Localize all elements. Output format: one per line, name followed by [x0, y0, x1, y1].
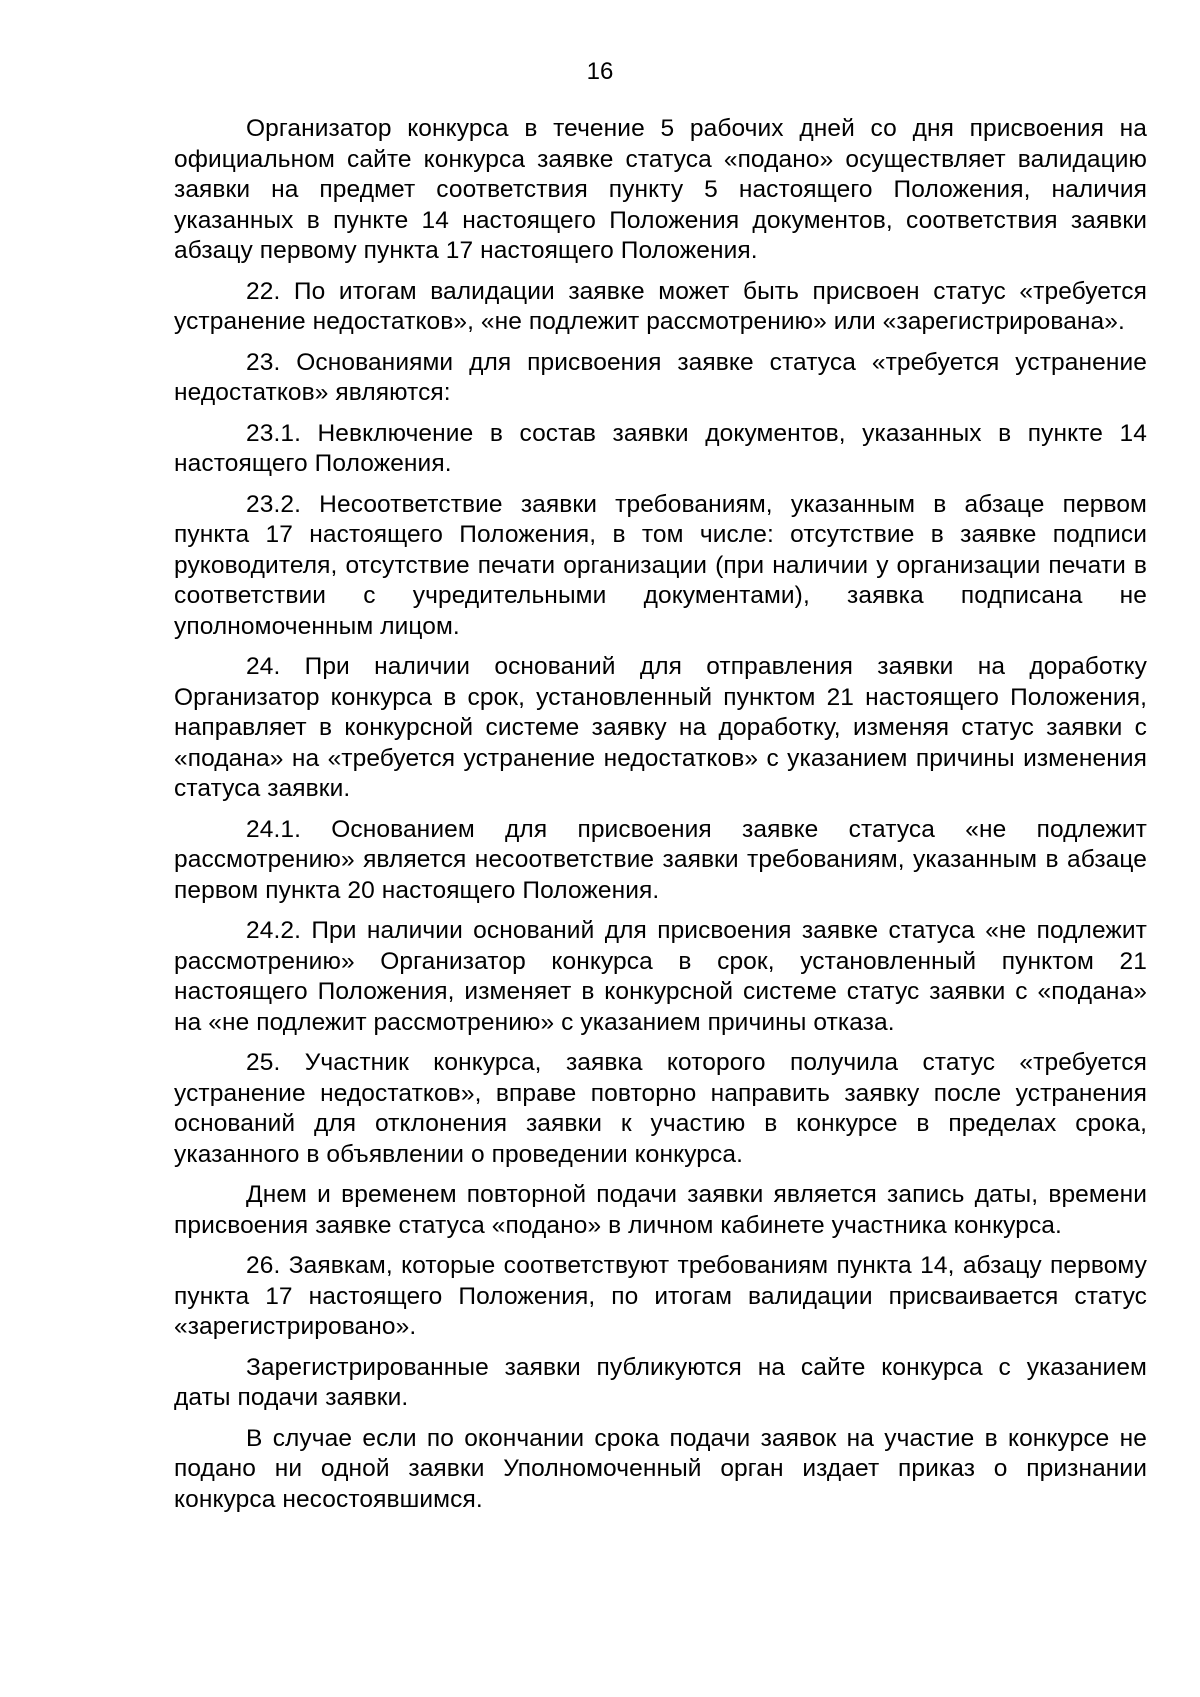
- paragraph-24: 24. При наличии оснований для отправления заявки на доработку Организатор конкурса в срок, установленный пунктом 21 настоящего Положения, направляет в конкурсной системе заявку на доработку, изменяя статус заявки с «подана» на «требуется устранение недостатков» с указанием причины изменения статуса заявки.: [174, 653, 1147, 802]
- paragraph-24-2: 24.2. При наличии оснований для присвоения заявке статуса «не подлежит рассмотрению» Организатор конкурса в срок, установленный пунктом 21 настоящего Положения, изменяет в конкурсной системе статус заявки с «подана» на «не подлежит рассмотрению» с указанием причины отказа.: [174, 917, 1147, 1036]
- paragraph-26: 26. Заявкам, которые соответствуют требованиям пункта 14, абзацу первому пункта 17 настоящего Положения, по итогам валидации присваивается статус «зарегистрировано».: [174, 1252, 1147, 1340]
- paragraph-validation-intro: Организатор конкурса в течение 5 рабочих дней со дня присвоения на официальном сайте конкурса заявке статуса «подано» осуществляет валидацию заявки на предмет соответствия пункту 5 настоящего Положения, наличия указанных в пункте 14 настоящего Положения документов, соответствия заявки абзацу первому пункта 17 настоящего Положения.: [174, 115, 1147, 264]
- page-number: 16: [586, 58, 614, 85]
- paragraph-24-1: 24.1. Основанием для присвоения заявке статуса «не подлежит рассмотрению» является несоответствие заявки требованиям, указанным в абзаце первом пункта 20 настоящего Положения.: [174, 815, 1147, 904]
- paragraph-23-1: 23.1. Невключение в состав заявки документов, указанных в пункте 14 настоящего Положения.: [174, 419, 1147, 477]
- paragraph-23-2: 23.2. Несоответствие заявки требованиям, указанным в абзаце первом пункта 17 настоящего Положения, в том числе: отсутствие в заявке подписи руководителя, отсутствие печати организации (при наличии у организации печати в соответствии с учредительными документами), заявка подписана не уполномоченным лицом.: [174, 490, 1147, 640]
- document-body: [174, 114, 1147, 1525]
- paragraph-23: 23. Основаниями для присвоения заявке статуса «требуется устранение недостатков» являются:: [174, 348, 1147, 406]
- paragraph-no-applications: В случае если по окончании срока подачи заявок на участие в конкурсе не подано ни одной заявки Уполномоченный орган издает приказ о признании конкурса несостоявшимся.: [174, 1424, 1147, 1513]
- paragraph-resubmission-date: Днем и временем повторной подачи заявки является запись даты, времени присвоения заявке статуса «подано» в личном кабинете участника конкурса.: [174, 1181, 1147, 1239]
- paragraph-25: 25. Участник конкурса, заявка которого получила статус «требуется устранение недостатков», вправе повторно направить заявку после устранения оснований для отклонения заявки к участию в конкурсе в пределах срока, указанного в объявлении о проведении конкурса.: [174, 1049, 1147, 1168]
- paragraph-registered-publication: Зарегистрированные заявки публикуются на сайте конкурса с указанием даты подачи заявки.: [174, 1353, 1147, 1411]
- paragraph-22: 22. По итогам валидации заявке может быть присвоен статус «требуется устранение недостатков», «не подлежит рассмотрению» или «зарегистрирована».: [174, 277, 1147, 335]
